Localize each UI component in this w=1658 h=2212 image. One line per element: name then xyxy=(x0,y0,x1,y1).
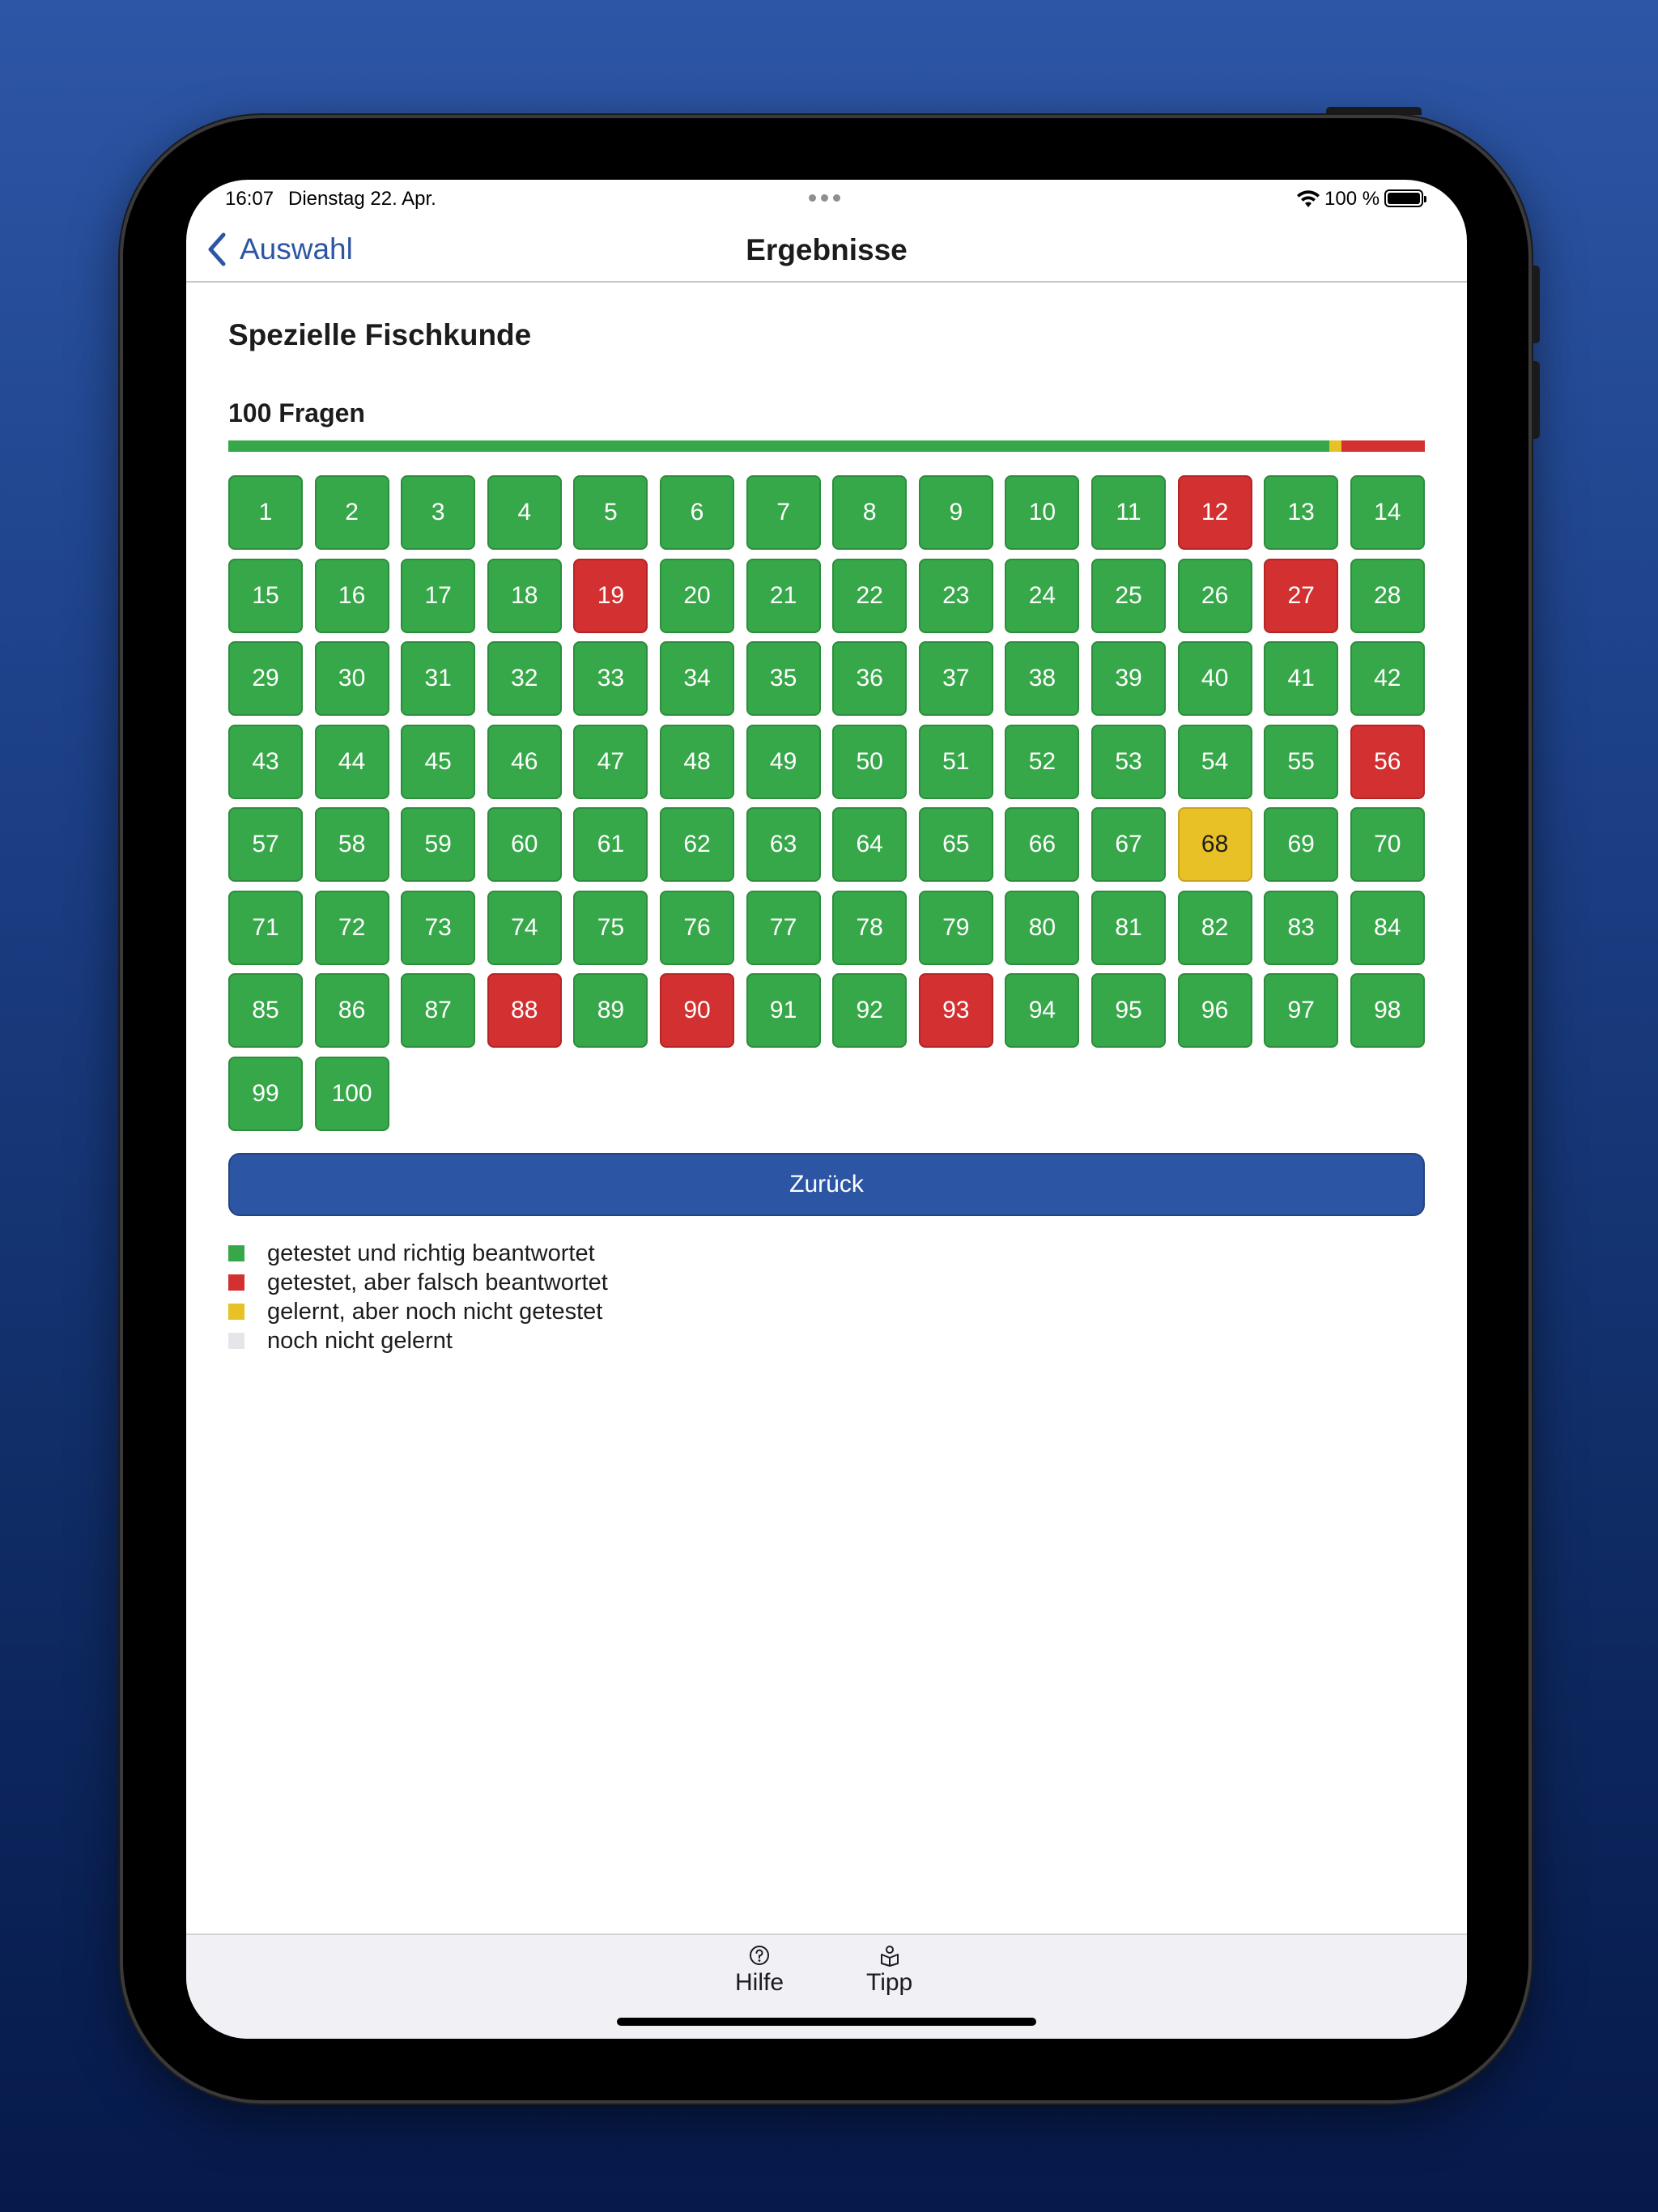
question-cell[interactable]: 91 xyxy=(746,973,821,1048)
question-cell[interactable]: 44 xyxy=(315,725,389,799)
question-cell[interactable]: 31 xyxy=(401,641,475,716)
question-cell[interactable]: 48 xyxy=(660,725,734,799)
legend-swatch xyxy=(228,1304,244,1320)
question-cell[interactable]: 1 xyxy=(228,475,303,550)
question-cell[interactable]: 60 xyxy=(487,807,562,882)
question-cell[interactable]: 22 xyxy=(832,559,907,633)
question-cell[interactable]: 61 xyxy=(573,807,648,882)
question-cell[interactable]: 19 xyxy=(573,559,648,633)
question-cell[interactable]: 76 xyxy=(660,891,734,965)
question-cell[interactable]: 90 xyxy=(660,973,734,1048)
question-cell[interactable]: 81 xyxy=(1091,891,1166,965)
question-cell[interactable]: 63 xyxy=(746,807,821,882)
question-cell[interactable]: 4 xyxy=(487,475,562,550)
zurueck-button[interactable]: Zurück xyxy=(228,1153,1425,1216)
question-cell[interactable]: 25 xyxy=(1091,559,1166,633)
question-count: 100 Fragen xyxy=(228,398,365,428)
question-cell[interactable]: 98 xyxy=(1350,973,1425,1048)
question-cell[interactable]: 84 xyxy=(1350,891,1425,965)
question-cell[interactable]: 24 xyxy=(1005,559,1079,633)
question-cell[interactable]: 68 xyxy=(1178,807,1252,882)
question-cell[interactable]: 21 xyxy=(746,559,821,633)
question-cell[interactable]: 36 xyxy=(832,641,907,716)
question-cell[interactable]: 10 xyxy=(1005,475,1079,550)
question-cell[interactable]: 96 xyxy=(1178,973,1252,1048)
legend-item xyxy=(228,1239,608,1268)
screen xyxy=(186,180,1467,2039)
legend-swatch xyxy=(228,1274,244,1291)
volume-down-button xyxy=(1532,361,1540,439)
question-cell[interactable]: 57 xyxy=(228,807,303,882)
question-cell[interactable]: 23 xyxy=(919,559,993,633)
question-cell[interactable]: 74 xyxy=(487,891,562,965)
legend-swatch xyxy=(228,1245,244,1261)
legend xyxy=(228,1239,608,1355)
question-cell[interactable]: 29 xyxy=(228,641,303,716)
question-cell[interactable]: 62 xyxy=(660,807,734,882)
question-cell[interactable]: 26 xyxy=(1178,559,1252,633)
question-cell[interactable]: 58 xyxy=(315,807,389,882)
question-cell[interactable]: 83 xyxy=(1264,891,1338,965)
question-cell[interactable]: 66 xyxy=(1005,807,1079,882)
battery-percent: 100 % xyxy=(1324,188,1380,210)
question-cell[interactable]: 38 xyxy=(1005,641,1079,716)
topic-title: Spezielle Fischkunde xyxy=(228,318,532,351)
legend-label: gelernt, aber noch nicht getestet xyxy=(267,1298,603,1325)
question-cell[interactable]: 87 xyxy=(401,973,475,1048)
legend-item xyxy=(228,1326,608,1355)
legend-swatch xyxy=(228,1333,244,1349)
legend-item xyxy=(228,1297,608,1326)
question-cell[interactable]: 59 xyxy=(401,807,475,882)
legend-item xyxy=(228,1268,608,1297)
status-time: 16:07 xyxy=(225,188,274,210)
question-cell[interactable]: 79 xyxy=(919,891,993,965)
question-cell[interactable]: 33 xyxy=(573,641,648,716)
question-cell[interactable]: 80 xyxy=(1005,891,1079,965)
question-cell[interactable]: 27 xyxy=(1264,559,1338,633)
question-cell[interactable]: 53 xyxy=(1091,725,1166,799)
question-cell[interactable]: 54 xyxy=(1178,725,1252,799)
question-cell[interactable]: 77 xyxy=(746,891,821,965)
question-cell[interactable]: 78 xyxy=(832,891,907,965)
progress-segment-learned xyxy=(1329,440,1341,452)
question-cell[interactable]: 7 xyxy=(746,475,821,550)
back-label: Auswahl xyxy=(240,232,353,266)
question-cell[interactable]: 94 xyxy=(1005,973,1079,1048)
tip-label: Tipp xyxy=(866,1969,913,1996)
question-cell[interactable]: 67 xyxy=(1091,807,1166,882)
question-cell[interactable]: 75 xyxy=(573,891,648,965)
question-cell[interactable]: 85 xyxy=(228,973,303,1048)
question-cell[interactable]: 88 xyxy=(487,973,562,1048)
question-cell[interactable]: 70 xyxy=(1350,807,1425,882)
legend-label: getestet und richtig beantwortet xyxy=(267,1240,595,1266)
top-button xyxy=(1326,107,1422,115)
question-cell[interactable]: 89 xyxy=(573,973,648,1048)
question-cell[interactable]: 37 xyxy=(919,641,993,716)
question-cell[interactable]: 6 xyxy=(660,475,734,550)
question-cell[interactable]: 52 xyxy=(1005,725,1079,799)
question-cell[interactable]: 97 xyxy=(1264,973,1338,1048)
wifi-icon xyxy=(1295,189,1321,209)
question-cell[interactable]: 2 xyxy=(315,475,389,550)
question-cell[interactable]: 65 xyxy=(919,807,993,882)
status-bar xyxy=(186,180,1467,215)
home-indicator[interactable] xyxy=(617,2018,1036,2026)
help-tab[interactable] xyxy=(735,1943,784,1997)
question-cell[interactable]: 99 xyxy=(228,1057,303,1131)
tip-tab[interactable] xyxy=(866,1943,912,1997)
question-cell[interactable]: 20 xyxy=(660,559,734,633)
question-cell[interactable]: 55 xyxy=(1264,725,1338,799)
question-cell[interactable]: 8 xyxy=(832,475,907,550)
question-cell[interactable]: 40 xyxy=(1178,641,1252,716)
question-cell[interactable]: 9 xyxy=(919,475,993,550)
legend-label: noch nicht gelernt xyxy=(267,1327,453,1354)
question-cell[interactable]: 47 xyxy=(573,725,648,799)
question-cell[interactable]: 73 xyxy=(401,891,475,965)
question-cell[interactable]: 11 xyxy=(1091,475,1166,550)
question-cell[interactable]: 32 xyxy=(487,641,562,716)
question-cell[interactable]: 30 xyxy=(315,641,389,716)
legend-label: getestet, aber falsch beantwortet xyxy=(267,1269,608,1295)
help-label: Hilfe xyxy=(735,1969,784,1996)
question-cell[interactable]: 86 xyxy=(315,973,389,1048)
question-cell[interactable]: 43 xyxy=(228,725,303,799)
question-cell[interactable]: 51 xyxy=(919,725,993,799)
question-cell[interactable]: 15 xyxy=(228,559,303,633)
question-cell[interactable]: 50 xyxy=(832,725,907,799)
question-cell[interactable]: 64 xyxy=(832,807,907,882)
question-cell[interactable]: 18 xyxy=(487,559,562,633)
progress-segment-wrong xyxy=(1341,440,1425,452)
question-cell[interactable]: 69 xyxy=(1264,807,1338,882)
question-cell[interactable]: 92 xyxy=(832,973,907,1048)
question-cell[interactable]: 34 xyxy=(660,641,734,716)
question-cell[interactable]: 93 xyxy=(919,973,993,1048)
question-cell[interactable]: 14 xyxy=(1350,475,1425,550)
question-cell[interactable]: 17 xyxy=(401,559,475,633)
question-circle-icon xyxy=(747,1943,772,1967)
question-cell[interactable]: 35 xyxy=(746,641,821,716)
question-cell[interactable]: 12 xyxy=(1178,475,1252,550)
multitasking-dots-icon[interactable] xyxy=(809,194,840,202)
question-cell[interactable]: 49 xyxy=(746,725,821,799)
question-cell[interactable]: 39 xyxy=(1091,641,1166,716)
question-cell[interactable]: 100 xyxy=(315,1057,389,1131)
battery-icon xyxy=(1384,189,1423,207)
question-cell[interactable]: 72 xyxy=(315,891,389,965)
question-cell[interactable]: 46 xyxy=(487,725,562,799)
question-cell[interactable]: 71 xyxy=(228,891,303,965)
progress-segment-correct xyxy=(228,440,1329,452)
question-cell[interactable]: 3 xyxy=(401,475,475,550)
question-cell[interactable]: 56 xyxy=(1350,725,1425,799)
book-tip-icon xyxy=(878,1943,902,1967)
status-date: Dienstag 22. Apr. xyxy=(288,188,436,210)
volume-up-button xyxy=(1532,266,1540,343)
question-cell[interactable]: 13 xyxy=(1264,475,1338,550)
question-cell[interactable]: 82 xyxy=(1178,891,1252,965)
question-cell[interactable]: 42 xyxy=(1350,641,1425,716)
question-cell[interactable]: 41 xyxy=(1264,641,1338,716)
question-cell[interactable]: 28 xyxy=(1350,559,1425,633)
question-cell[interactable]: 5 xyxy=(573,475,648,550)
question-cell[interactable]: 95 xyxy=(1091,973,1166,1048)
question-cell[interactable]: 16 xyxy=(315,559,389,633)
navigation-bar xyxy=(186,215,1467,283)
page-title: Ergebnisse xyxy=(746,233,908,266)
results-progress-bar xyxy=(228,440,1425,452)
question-cell[interactable]: 45 xyxy=(401,725,475,799)
